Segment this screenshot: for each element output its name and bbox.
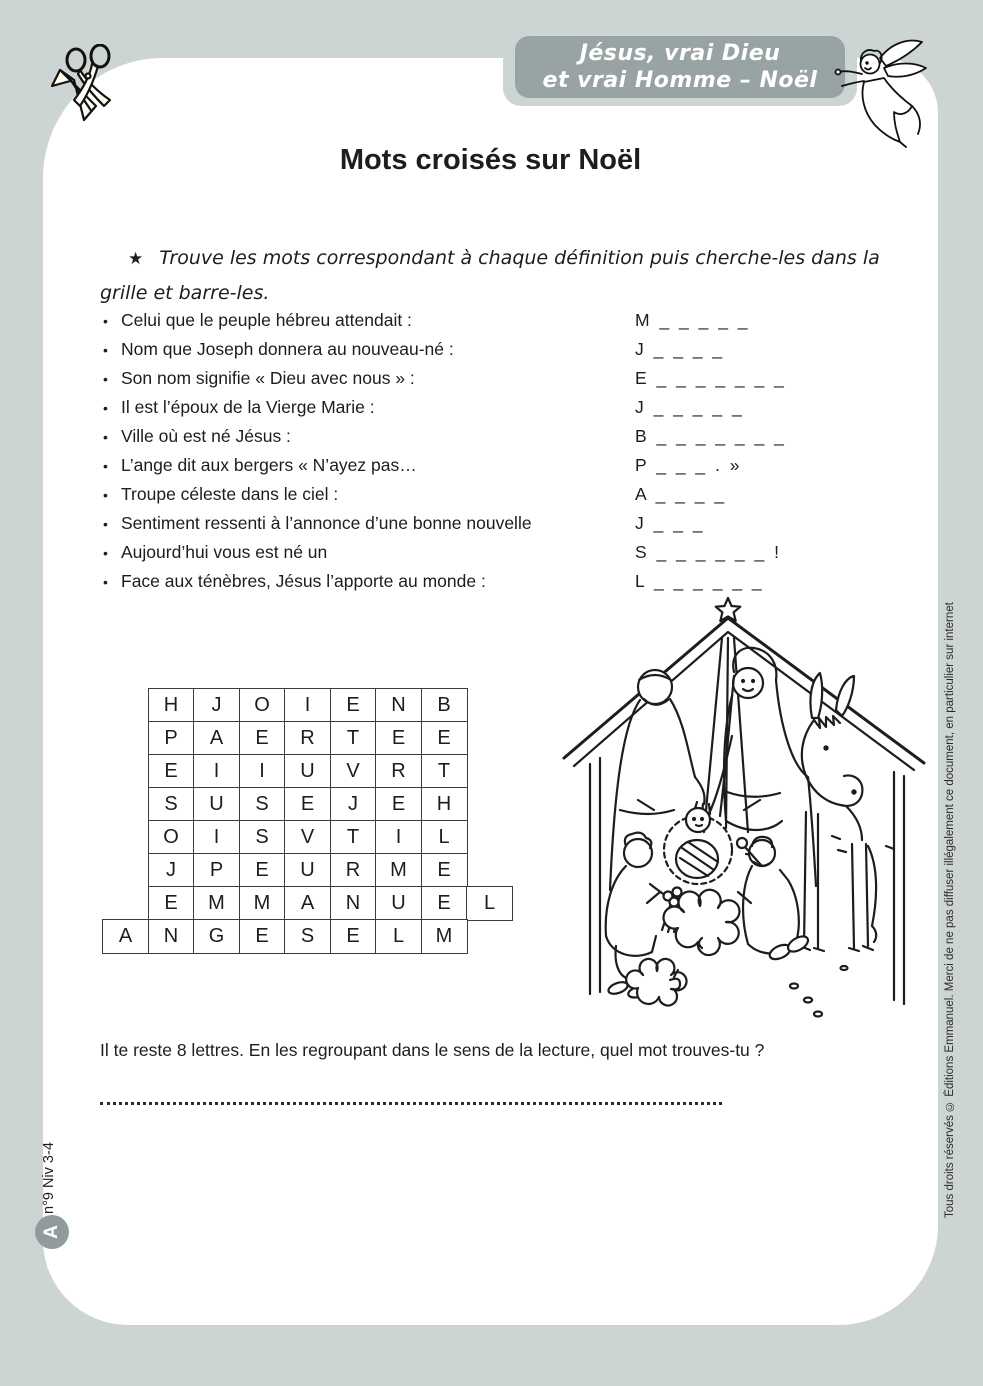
bullet-icon: • [103, 544, 108, 561]
bullet-icon: • [103, 428, 108, 445]
definition-answer-blanks: J _ _ _ _ _ [635, 397, 743, 417]
grid-cell: S [148, 787, 195, 822]
grid-cell: V [284, 820, 331, 855]
grid-cell: E [239, 853, 286, 888]
bullet-icon: • [103, 312, 108, 329]
grid-cell: R [375, 754, 422, 789]
grid-cell: M [421, 919, 468, 954]
grid-cell: J [148, 853, 195, 888]
definition-answer-blanks: J _ _ _ [635, 513, 704, 533]
grid-cell: E [330, 688, 377, 723]
definition-answer-blanks: L _ _ _ _ _ _ [635, 571, 763, 591]
grid-cell: A [102, 919, 149, 954]
grid-cell: E [284, 787, 331, 822]
star-bullet-icon: ★ [128, 249, 144, 269]
grid-cell: P [193, 853, 240, 888]
grid-cell: R [330, 853, 377, 888]
grid-cell: E [375, 787, 422, 822]
grid-cell: J [193, 688, 240, 723]
grid-cell: L [375, 919, 422, 954]
remaining-letters-question: Il te reste 8 lettres. En les regroupant dans le sens de la lecture, quel mot trouves-tu ? [100, 1040, 765, 1060]
definition-row [103, 509, 913, 538]
grid-cell: E [330, 919, 377, 954]
grid-row [148, 721, 512, 756]
grid-cell: T [421, 754, 468, 789]
grid-cell: A [284, 886, 331, 921]
grid-cell: O [148, 820, 195, 855]
series-letter: A [40, 1225, 62, 1239]
instruction-text [100, 241, 895, 310]
grid-cell: U [284, 754, 331, 789]
grid-cell: R [284, 721, 331, 756]
definition-text: Il est l’époux de la Vierge Marie : [121, 397, 375, 417]
grid-cell: H [148, 688, 195, 723]
bullet-icon: • [103, 399, 108, 416]
grid-cell: U [193, 787, 240, 822]
grid-cell: O [239, 688, 286, 723]
grid-row [148, 787, 512, 822]
grid-cell: P [148, 721, 195, 756]
grid-cell: N [330, 886, 377, 921]
grid-cell: M [193, 886, 240, 921]
angel-icon [834, 34, 946, 148]
grid-cell: L [421, 820, 468, 855]
grid-row [148, 820, 512, 855]
grid-row [148, 754, 512, 789]
definition-row [103, 451, 913, 480]
definition-row [103, 306, 913, 335]
answer-dotted-line [100, 1078, 722, 1105]
grid-cell: B [421, 688, 468, 723]
bullet-icon: • [103, 341, 108, 358]
definition-row [103, 393, 913, 422]
definition-row [103, 480, 913, 509]
grid-cell: E [421, 853, 468, 888]
definition-text: Nom que Joseph donnera au nouveau-né : [121, 339, 454, 359]
grid-cell: M [239, 886, 286, 921]
header-badge-line2: et vrai Homme – Noël [542, 68, 818, 93]
definition-text: Face aux ténèbres, Jésus l’apporte au monde : [121, 571, 486, 591]
definition-answer-blanks: S _ _ _ _ _ _ ! [635, 542, 780, 562]
definition-row [103, 567, 913, 596]
grid-cell: E [421, 886, 468, 921]
definition-text: Celui que le peuple hébreu attendait : [121, 310, 412, 330]
grid-cell: E [375, 721, 422, 756]
grid-cell: T [330, 820, 377, 855]
grid-cell: V [330, 754, 377, 789]
grid-cell: N [148, 919, 195, 954]
grid-cell: M [375, 853, 422, 888]
grid-cell: N [375, 688, 422, 723]
definition-answer-blanks: E _ _ _ _ _ _ _ [635, 368, 785, 388]
scissors-icon [46, 44, 128, 136]
definition-answer-blanks: A _ _ _ _ [635, 484, 726, 504]
grid-cell: S [239, 820, 286, 855]
definition-answer-blanks: J _ _ _ _ [635, 339, 724, 359]
definition-text: Ville où est né Jésus : [121, 426, 291, 446]
grid-cell: I [375, 820, 422, 855]
grid-cell: E [421, 721, 468, 756]
grid-cell: E [239, 919, 286, 954]
grid-cell: J [330, 787, 377, 822]
grid-cell: S [284, 919, 331, 954]
grid-cell: I [193, 754, 240, 789]
grid-cell: T [330, 721, 377, 756]
definition-row [103, 364, 913, 393]
grid-cell: G [193, 919, 240, 954]
bullet-icon: • [103, 486, 108, 503]
grid-cell: I [284, 688, 331, 723]
copyright-sidebar-text: Tous droits réservés © Éditions Emmanuel. Merci de ne pas diffuser illégalement ce document, en particulier sur internet [944, 602, 956, 1218]
definition-row [103, 538, 913, 567]
grid-cell: L [466, 886, 513, 921]
series-letter-badge [35, 1215, 69, 1249]
header-badge-line1: Jésus, vrai Dieu [579, 41, 781, 66]
bullet-icon: • [103, 457, 108, 474]
grid-cell: I [239, 754, 286, 789]
grid-cell: E [148, 754, 195, 789]
grid-cell: A [193, 721, 240, 756]
definition-row [103, 422, 913, 451]
definition-answer-blanks: B _ _ _ _ _ _ _ [635, 426, 785, 446]
definition-answer-blanks: M _ _ _ _ _ [635, 310, 749, 330]
grid-row [148, 886, 512, 921]
definition-text: Aujourd’hui vous est né un [121, 542, 328, 562]
grid-cell: E [239, 721, 286, 756]
definition-text: Troupe céleste dans le ciel : [121, 484, 339, 504]
word-grid [102, 688, 512, 952]
grid-row [148, 853, 512, 888]
grid-cell: E [148, 886, 195, 921]
header-badge [515, 36, 845, 98]
bullet-icon: • [103, 515, 108, 532]
instruction-body: Trouve les mots correspondant à chaque définition puis cherche-les dans la grille et barre-les. [100, 247, 880, 304]
grid-cell: U [284, 853, 331, 888]
grid-cell: U [375, 886, 422, 921]
page-title: Mots croisés sur Noël [339, 144, 642, 176]
grid-cell: S [239, 787, 286, 822]
definition-text: Sentiment ressenti à l’annonce d’une bonne nouvelle [121, 513, 532, 533]
definition-text: Son nom signifie « Dieu avec nous » : [121, 368, 415, 388]
definition-row [103, 335, 913, 364]
grid-cell: I [193, 820, 240, 855]
definition-answer-blanks: P _ _ _ . » [635, 455, 741, 475]
definitions-list [103, 306, 913, 596]
grid-cell: H [421, 787, 468, 822]
worksheet-reference: n°9 Niv 3-4 [41, 1142, 57, 1214]
bullet-icon: • [103, 370, 108, 387]
bullet-icon: • [103, 573, 108, 590]
grid-row [148, 688, 512, 723]
grid-row [102, 919, 512, 954]
definition-text: L’ange dit aux bergers « N’ayez pas… [121, 455, 417, 475]
nativity-scene-illustration [556, 596, 941, 1021]
